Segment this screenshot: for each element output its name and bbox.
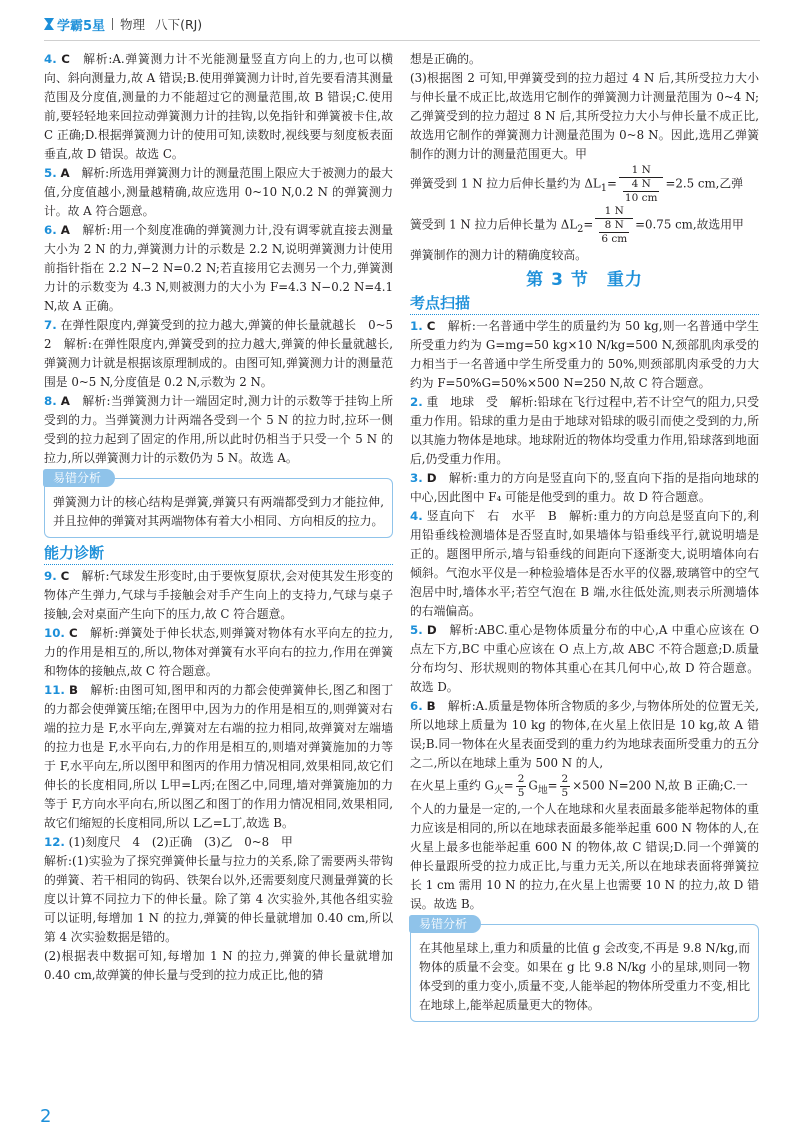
error-analysis-text: 弹簧测力计的核心结构是弹簧,弹簧只有两端都受到力才能拉伸,并且拉伸的弹簧对其两端物体有着大小相同、方向相反的拉力。 [53,495,384,528]
answer-paragraph: 解析:(1)实验为了探究弹簧伸长量与拉力的关系,除了需要两头带钩的弹簧、若干相同的钩码、铁架台以外,还需要刻度尺测量弹簧的长度以计算不同拉力下的伸长量。除了第 4 次实验外,其他各组实验可以证明,每增加 1 N 的拉力,弹簧的伸长量就增加 0.40 cm,所以第 4 次实验数据是错的。 [44,854,393,944]
answer-item: 12. (1)刻度尺 4 (2)正确 (3)乙 0~8 甲 [44,835,293,849]
answer-item: 5. A 解析:所选用弹簧测力计的测量范围上限应大于被测力的最大值,分度值越小,测量越精确,故应选用 0~10 N,0.2 N 的弹簧测力计。故 A 符合题意。 [44,166,393,218]
grade: 八下(RJ) [155,17,203,32]
answer-item: 4. C 解析:A.弹簧测力计不光能测量竖直方向上的力,也可以横向、斜向测量力,故 A 错误;B.使用弹簧测力计时,首先要看清其测量范围及分度值,测量的力不能超过它的测量范围,故 B 错误;C.使用前,要轻轻地来回拉动弹簧测力计的挂钩,以免指针和弹簧被卡住,故 C 正确;D.根据弹簧测力计的使用可知,读数时,视线要与刻度板表面垂直,故 D 错误。故选 C。 [44,52,394,161]
section-title: 第 3 节 重力 [526,270,643,290]
formula-line: 在火星上重约 $G_火=$ $\frac{2}{5}$ $G_地=$ $\frac{2}{5}$ ×500 N=200 N,故 B 正确;C.一 [410,773,748,799]
fraction: $\frac{4 N}{10 cm}$ [624,178,658,204]
answer-paragraph: (2)根据表中数据可知,每增加 1 N 的拉力,弹簧的伸长量就增加 0.40 cm,故弹簧的伸长量与受到的拉力成正比,他的猜 [44,949,393,982]
answer-item: 2. 重 地球 受 解析:铅球在飞行过程中,若不计空气的阻力,只受重力作用。铅球的重力是由于地球对铅球的吸引而使之受到的力,所以其施力物体是地球。地球附近的物体均受重力作用,铅球落到地面后,仍受重力作用。 [410,395,760,466]
fraction: $\frac{2}{5}$ [517,773,525,799]
answer-item: 7. 在弹性限度内,弹簧受到的拉力越大,弹簧的伸长量就越长 0~5 2 解析:在弹性限度内,弹簧受到的拉力越大,弹簧的伸长量就越长,弹簧测力计就是根据该原理制成的。由图可知,弹簧测力计的测量范围是 0~5 N,分度值是 0.2 N,示数为 2 N。 [44,318,405,389]
error-analysis-label: 易错分析 [43,469,115,487]
answer-paragraph: 想是正确的。 [410,52,481,66]
header-divider [112,18,113,30]
error-analysis-label: 易错分析 [409,915,481,933]
answer-item: 6. B 解析:A.质量是物体所含物质的多少,与物体所处的位置无关,所以地球上质量为 10 kg 的物体,在火星上依旧是 10 kg,故 A 错误;B.同一物体在火星表面受到的重力约为地球表面所受重力的五分之二,所以在地球上重为 500 N 的人, [410,699,759,770]
subject: 物理 [120,17,146,32]
brand-logo [44,15,105,34]
error-analysis-text: 在其他星球上,重力和质量的比值 g 会改变,不再是 9.8 N/kg,而物体的质量不会变。如果在 g 比 9.8 N/kg 小的星球,则同一物体受到的重力变小,质量不变,人能举起的物体所受重力不变,相比在地球上,能举起质量更大的物体。 [419,941,750,1012]
error-analysis-box [44,471,393,538]
formula-line: 弹簧受到 1 N 拉力后伸长量约为 $\Delta L_1=$ $\frac{1 N}{\frac{4 N}{10 cm}}$ =2.5 cm,乙弹 [410,164,743,204]
answer-item: 4. 竖直向下 右 水平 B 解析:重力的方向总是竖直向下的,利用铅垂线检测墙体是否竖直时,如果墙体与铅垂线平行,就说明墙是正的。题图甲所示,墙与铅垂线的间距向下逐渐变大,说明墙体向右倾斜。气泡水平仪是一种检验墙体是否水平的仪器,玻璃管中的空气泡居中时,墙体水平;若空气泡在 B 端,水往低处流,则表示所测墙体的右端偏高。 [410,509,759,618]
answer-item: 10. C 解析:弹簧处于伸长状态,则弹簧对物体有水平向左的拉力,力的作用是相互的,所以,物体对弹簧有水平向右的拉力,作用在弹簧和物体的接触点,故 C 符合题意。 [44,626,393,678]
fraction: $\frac{1 N}{\frac{4 N}{10 cm}}$ [619,164,664,205]
page-header [44,12,760,36]
right-column [410,50,759,1028]
error-analysis-box [410,917,759,1022]
header-rule [44,40,760,41]
answer-item: 8. A 解析:当弹簧测力计一端固定时,测力计的示数等于挂钩上所受到的力。当弹簧测力计两端各受到一个 5 N 的拉力时,拉环一侧受到的拉力起到了固定的作用,所以此时仍相当于只受一个 5 N 的拉力,所以弹簧测力计的示数仍为 5 N。故选 A。 [44,394,393,465]
left-column [44,50,405,985]
fraction: $\frac{2}{5}$ [561,773,569,799]
answer-item: 1. C 解析:一名普通中学生的质量约为 50 kg,则一名普通中学生所受重力约为 G=mg=50 kg×10 N/kg=500 N,颈部肌肉承受的力相当于一名普通中学生所受重力的 50%,则颈部肌肉承受的力大约为 F=50%G=50%×500 N=250 N,故 C 符合题意。 [410,319,759,390]
brand-name: 学霸5星 [57,18,106,34]
section-heading: 能力诊断 [44,544,393,565]
answer-item: 6. A 解析:用一个刻度准确的弹簧测力计,没有调零就直接去测量大小为 2 N 的力,弹簧测力计的示数是 2.2 N,说明弹簧测力计使用前指针指在 2.2 N−2 N=0.2 N;若直接用它去测另一个力,弹簧测力计的示数变为 4.3 N,则被测力的大小为 F=4.3 N−0.2 N=4.1 N,故 A 正确。 [44,223,393,313]
page-number: 2 [40,1106,52,1127]
answer-item: 9. C 解析:气球发生形变时,由于要恢复原状,会对使其发生形变的物体产生弹力,气球与手接触会对手产生向上的支持力,气球与桌子接触,会对桌面产生向下的压力,故 C 符合题意。 [44,569,394,621]
answer-paragraph: (3)根据图 2 可知,甲弹簧受到的拉力超过 4 N 后,其所受拉力大小与伸长量不成正比,故选用它制作的弹簧测力计测量范围为 0~4 N;乙弹簧受到的拉力超过 8 N 后,其所受拉力大小与伸长量不成正比,故选用它制作的弹簧测力计测量范围为 0~8 N。因此,选用乙弹簧制作的测力计的测量范围更大。甲 [410,71,759,161]
formula-line: 簧受到 1 N 拉力后伸长量为 $\Delta L_2=$ $\frac{1 N}{\frac{8 N}{6 cm}}$ =0.75 cm,故选用甲 [410,205,744,245]
answer-paragraph: 弹簧制作的测力计的精确度较高。 [410,248,587,262]
fraction: $\frac{8 N}{6 cm}$ [601,219,628,245]
answer-item: 5. D 解析:ABC.重心是物体质量分布的中心,A 中重心应该在 O 点左下方,BC 中重心应该在 O 点上方,故 ABC 不符合题意;D.质量分布均匀、形状规则的物体其重心在其几何中心,故 D 符合题意。故选 D。 [410,623,760,694]
brand-mark-icon [44,18,54,30]
answer-paragraph: 个人的力量是一定的,一个人在地球和火星表面最多能举起物体的重力应该是相同的,所以在地球表面最多能举起重 600 N 物体的人,在火星上最多也能举起重 600 N 的物体,故 C 错误;D.同一个弹簧的伸长量跟所受的拉力成正比,与重力无关,所以在地球表面将弹簧拉长 1 cm 需用 10 N 的拉力,在火星上也需要 10 N 的拉力,故 D 错误。故选 B。 [410,802,759,911]
answer-item: 3. D 解析:重力的方向是竖直向下的,竖直向下指的是指向地球的中心,因此图中 F₄ 可能是他受到的重力。故 D 符合题意。 [410,471,759,504]
fraction: $\frac{1 N}{\frac{8 N}{6 cm}}$ [595,205,633,246]
section-heading: 考点扫描 [410,294,759,315]
answer-item: 11. B 解析:由图可知,图甲和丙的力都会使弹簧伸长,图乙和图丁的力都会使弹簧压缩;在图甲中,因为力的作用是相互的,则弹簧对右端的拉力是 F,水平向左,弹簧对左右端的拉力相同,故弹簧对左端墙的拉力也是 F,水平向右,力的作用是相互的,则墙对弹簧施加的力等于 F,水平向左,所以图甲和图丙的作用力情况相同,效果相同,故它们伸长的长度相同,所以 L甲=L丙;在图乙中,同理,墙对弹簧施加的力等于 F,方向水平向右,所以图乙和图丁的作用力情况相同,效果相同,故它们缩短的长度相同,所以 L乙=L丁,故选 B。 [44,683,393,830]
